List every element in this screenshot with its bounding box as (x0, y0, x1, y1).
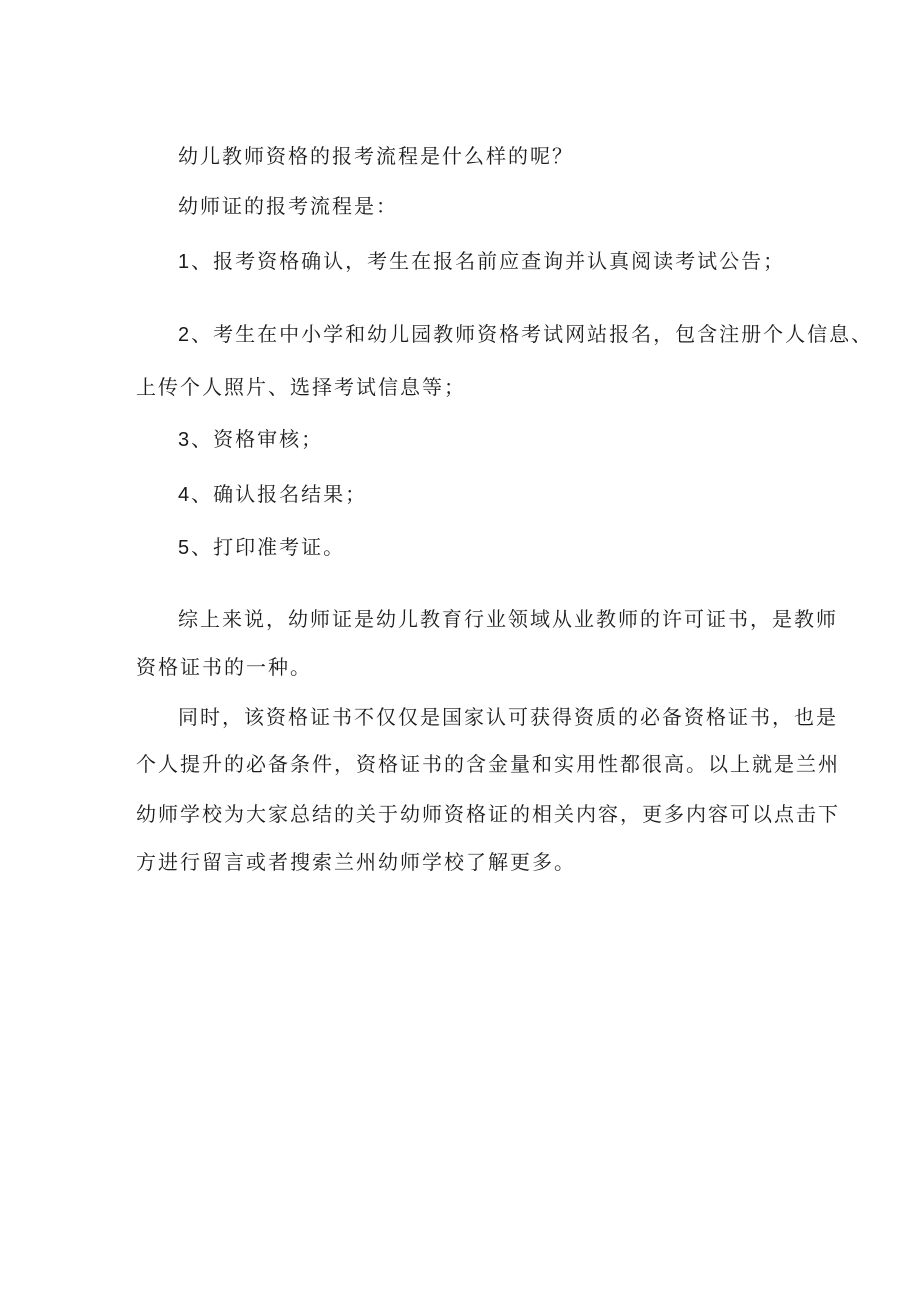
step-separator: 、 (191, 535, 214, 559)
conclusion-line-3: 幼师学校为大家总结的关于幼师资格证的相关内容，更多内容可以点击下 (136, 802, 840, 826)
step-number: 5 (178, 537, 192, 559)
conclusion-line-2: 个人提升的必备条件，资格证书的含金量和实用性都很高。以上就是兰州 (136, 752, 840, 776)
step-separator: 、 (191, 249, 214, 273)
step-separator: 、 (191, 427, 214, 451)
step-text: 报考资格确认，考生在报名前应查询并认真阅读考试公告； (213, 249, 786, 273)
step-text: 考生在中小学和幼儿园教师资格考试网站报名，包含注册个人信息、 (213, 322, 874, 346)
step-separator: 、 (191, 322, 214, 346)
step-5 (178, 535, 345, 560)
intro-line: 幼师证的报考流程是： (178, 194, 398, 218)
step-1 (178, 249, 785, 274)
step-2-continued: 上传个人照片、选择考试信息等； (136, 375, 466, 399)
step-number: 1 (178, 251, 192, 273)
step-4 (178, 482, 367, 507)
step-text: 确认报名结果； (213, 482, 368, 506)
question-heading: 幼儿教师资格的报考流程是什么样的呢？ (178, 144, 574, 168)
conclusion-line-1: 同时，该资格证书不仅仅是国家认可获得资质的必备资格证书，也是 (178, 705, 838, 729)
step-3 (178, 427, 323, 452)
step-separator: 、 (191, 482, 214, 506)
step-text: 资格审核； (213, 427, 324, 451)
summary-line-2: 资格证书的一种。 (136, 655, 312, 679)
step-number: 4 (178, 484, 192, 506)
step-text: 打印准考证。 (213, 535, 346, 559)
step-number: 3 (178, 429, 192, 451)
step-2 (178, 322, 873, 347)
summary-line-1: 综上来说，幼师证是幼儿教育行业领域从业教师的许可证书，是教师 (178, 607, 838, 631)
conclusion-line-4: 方进行留言或者搜索兰州幼师学校了解更多。 (136, 850, 576, 874)
step-number: 2 (178, 324, 192, 346)
